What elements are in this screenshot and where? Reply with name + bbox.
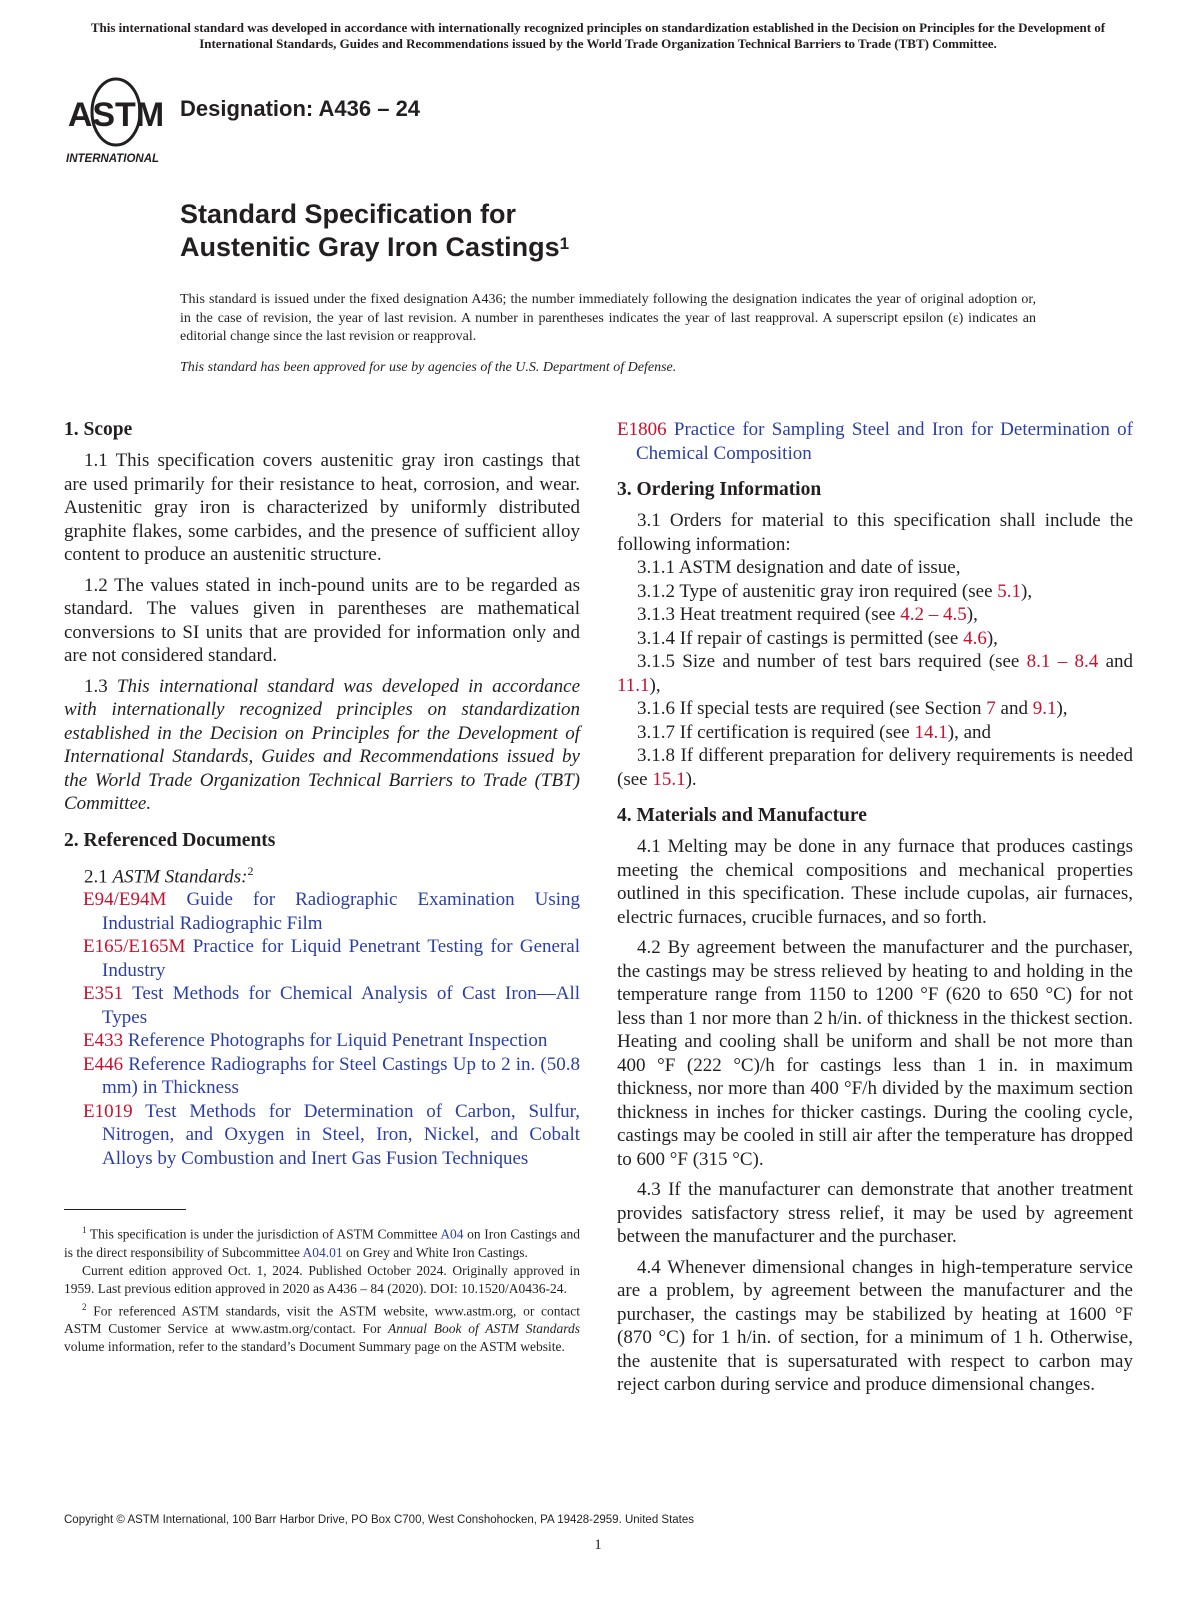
- text: 3.1.6 If special tests are required (see Section: [637, 698, 987, 719]
- lead-num: 2.1: [84, 865, 108, 887]
- text: ), and: [947, 721, 992, 743]
- ref-item-e165[interactable]: [64, 935, 580, 982]
- ref-item-e446[interactable]: [64, 1053, 580, 1100]
- ordering-3-1-6: [617, 697, 1133, 721]
- xref-link[interactable]: 8.1 – 8.4: [1026, 651, 1099, 672]
- text: and: [1098, 651, 1134, 672]
- ref-continued: [617, 418, 1133, 465]
- ordering-3-1-8: [617, 744, 1133, 791]
- ref-item-e1019[interactable]: [64, 1100, 580, 1171]
- title-line-1: Standard Specification for: [180, 199, 517, 229]
- xref-link[interactable]: 15.1: [652, 768, 686, 790]
- ordering-3-1: 3.1 Orders for material to this specification shall include the following information:: [617, 510, 1133, 555]
- astm-logo: [64, 70, 168, 166]
- title-footnote-mark[interactable]: 1: [559, 234, 570, 253]
- ref-id[interactable]: E446: [83, 1053, 124, 1075]
- ref-title[interactable]: Reference Radiographs for Steel Castings Up to 2 in. (50.8 mm) in Thickness: [102, 1053, 581, 1099]
- scope-1-1: 1.1 This specification covers austenitic gray iron castings that are used primarily for their resistance to heat, corrosion, and wear. Austenitic gray iron is characterized by uniformly distributed graphite flakes, some carbides, and the presence of sufficient alloy content to produce an austenitic structure.: [64, 450, 580, 565]
- section-materials: [617, 804, 1133, 1397]
- xref-link[interactable]: 9.1: [1032, 698, 1057, 719]
- text: ),: [1021, 580, 1033, 602]
- ref-item-e433[interactable]: [64, 1029, 580, 1053]
- text: ),: [1056, 698, 1068, 719]
- text: 3.1.2 Type of austenitic gray iron required (see: [637, 580, 998, 602]
- fn2-b: volume information, refer to the standard’s Document Summary page on the ASTM website.: [64, 1339, 565, 1354]
- materials-heading: 4. Materials and Manufacture: [617, 805, 867, 826]
- footnote-1-edition: Current edition approved Oct. 1, 2024. Published October 2024. Originally approved in 1959. Last previous edition approved in 2020 as A436 – 84 (2020). DOI: 10.1520/A0436-24.: [64, 1262, 580, 1296]
- astm-standards-lead: [64, 860, 580, 889]
- section-ordering: [617, 478, 1133, 791]
- copyright: Copyright © ASTM International, 100 Barr Harbor Drive, PO Box C700, West Conshohocken, PA 19428-2959. United States: [64, 1514, 695, 1526]
- ref-id[interactable]: E165/E165M: [83, 936, 186, 958]
- xref-link[interactable]: 14.1: [914, 721, 948, 743]
- ref-title[interactable]: Test Methods for Chemical Analysis of Cast Iron—All Types: [102, 983, 580, 1028]
- footnote-2: [64, 1298, 580, 1357]
- ordering-3-1-3: [617, 603, 1133, 627]
- ref-title[interactable]: Practice for Liquid Penetrant Testing for General Industry: [102, 936, 581, 981]
- ordering-3-1-7: [617, 721, 1133, 745]
- text: 3.1.8 If different preparation for delivery requirements is needed (see: [617, 745, 1133, 790]
- ref-id[interactable]: E433: [83, 1030, 124, 1052]
- ordering-3-1-4: [617, 627, 1133, 651]
- ref-id[interactable]: E1019: [83, 1100, 133, 1122]
- footnote-rule: [64, 1209, 186, 1210]
- text: 3.1.4 If repair of castings is permitted (see: [637, 627, 964, 649]
- materials-4-4: 4.4 Whenever dimensional changes in high-temperature service are a problem, by agreement between the manufacturer and the purchaser, the castings may be stabilized by heating at 1600 °F (870 °C) for 1 h/in. of section, for a minimum of 1 h. Otherwise, the austenite that is supersaturated with respect to carbon may reject carbon during service and produce dimensional changes.: [617, 1256, 1133, 1395]
- ref-title[interactable]: Practice for Sampling Steel and Iron for Determination of Chemical Composition: [636, 419, 1134, 464]
- scope-1-3-num: 1.3: [84, 675, 108, 697]
- section-referenced-documents: [64, 829, 580, 1171]
- footnote-1: [64, 1221, 580, 1262]
- xref-link[interactable]: 4.2 – 4.5: [900, 604, 967, 625]
- page-number: 1: [594, 1537, 602, 1553]
- document-title: [180, 198, 569, 264]
- fn1-link-a0401[interactable]: A04.01: [302, 1244, 343, 1260]
- materials-4-1: 4.1 Melting may be done in any furnace that produces castings meeting the chemical compositions and mechanical properties outlined in this specification. These include cupolas, air furnaces, electric furnaces, crucible furnaces, and so forth.: [617, 836, 1133, 928]
- wto-banner: This international standard was developed in accordance with internationally recognized principles on standardization established in the Decision on Principles for the Development of International Standards, Guides and Recommendations issued by the World Trade Organization Technical Barriers to Trade (TBT) Committee.: [90, 20, 1106, 51]
- xref-link[interactable]: 7: [986, 698, 996, 719]
- fn2-mark: 2: [82, 1301, 87, 1312]
- materials-4-3: 4.3 If the manufacturer can demonstrate that another treatment provides satisfactory stress relief, it may be used by agreement between the manufacturer and the purchaser.: [617, 1179, 1133, 1247]
- scope-1-2: 1.2 The values stated in inch-pound units are to be regarded as standard. The values given in parentheses are mathematical conversions to SI units that are provided for information only and are not considered standard.: [64, 574, 580, 666]
- lead-sup[interactable]: 2: [247, 863, 254, 878]
- text: ),: [966, 604, 978, 625]
- text: 3.1.3 Heat treatment required (see: [637, 604, 901, 625]
- logo-subtext: INTERNATIONAL: [66, 153, 160, 165]
- scope-1-3: [64, 675, 580, 816]
- dod-note: This standard has been approved for use by agencies of the U.S. Department of Defense.: [180, 360, 677, 375]
- ref-item-e351[interactable]: [64, 982, 580, 1029]
- ref-id[interactable]: E94/E94M: [83, 889, 167, 911]
- xref-link[interactable]: 11.1: [617, 674, 650, 696]
- ordering-3-1-1: 3.1.1 ASTM designation and date of issue,: [637, 557, 961, 578]
- scope-1-3-text: This international standard was developed in accordance with internationally recognized principles on standardization established in the Decision on Principles for the Development of International Standards, Guides and Recommendations issued by the World Trade Organization Technical Barriers to Trade (TBT) Committee.: [64, 675, 581, 814]
- scope-heading: 1. Scope: [64, 419, 133, 440]
- fn2-italic: Annual Book of ASTM Standards: [387, 1321, 580, 1336]
- ordering-3-1-5: [617, 650, 1133, 697]
- right-column: [617, 418, 1133, 1410]
- text: ).: [685, 768, 697, 790]
- fn2-a: For referenced ASTM standards, visit the ASTM website, www.astm.org, or contact ASTM Customer Service at www.astm.org/contact. For: [64, 1303, 581, 1336]
- fn1-c: on Grey and White Iron Castings.: [342, 1244, 528, 1260]
- designation: Designation: A436 – 24: [180, 96, 421, 121]
- fn1-link-a04[interactable]: A04: [440, 1226, 464, 1242]
- text: 3.1.5 Size and number of test bars required (see: [637, 651, 1027, 672]
- ref-id[interactable]: E1806: [617, 419, 667, 440]
- materials-4-2: 4.2 By agreement between the manufacturer and the purchaser, the castings may be stress relieved by heating to and holding in the temperature range from 1150 to 1200 °F (620 to 650 °C) for not less than 1 nor more than 2 h/in. of thickness in the thickest section. Heating and cooling shall be uniform and shall be not more than 400 °F (222 °C)/h for castings less than 1 in. in maximum thickness, nor more than 400 °F/h divided by the maximum section thickness in inches for thicker castings. During the cooling cycle, castings may be cooled in still air after the temperature has dropped to 600 °F (315 °C).: [617, 937, 1133, 1170]
- fn1-a: This specification is under the jurisdiction of ASTM Committee: [89, 1226, 441, 1242]
- text: and: [995, 698, 1033, 719]
- ref-title[interactable]: Guide for Radiographic Examination Using Industrial Radiographic Film: [102, 889, 581, 934]
- title-line-2-text: Austenitic Gray Iron Castings: [180, 232, 560, 262]
- xref-link[interactable]: 4.6: [963, 627, 987, 649]
- text: ),: [649, 674, 661, 696]
- lead-text: ASTM Standards:: [112, 865, 248, 887]
- referenced-heading: 2. Referenced Documents: [64, 829, 276, 851]
- issue-note: This standard is issued under the fixed designation A436; the number immediately following the designation indicates the year of original adoption or, in the case of revision, the year of last revision. A number in parentheses indicates the year of last reapproval. A superscript epsilon (ε) indicates an editorial change since the last revision or reapproval.: [180, 292, 1036, 344]
- left-column: [64, 418, 580, 1183]
- title-line-2: [180, 231, 569, 264]
- text: 3.1.7 If certification is required (see: [637, 721, 915, 743]
- xref-link[interactable]: 5.1: [997, 580, 1022, 602]
- ref-item-e1806[interactable]: [617, 418, 1133, 465]
- fn1-b: on Iron Castings and is the direct responsibility of Subcommittee: [64, 1226, 580, 1260]
- logo-text: ASTM: [67, 96, 165, 134]
- section-scope: [64, 418, 580, 816]
- footnotes: [64, 1221, 580, 1356]
- ordering-3-1-2: [617, 580, 1133, 604]
- ref-id[interactable]: E351: [83, 983, 124, 1005]
- ref-title[interactable]: Test Methods for Determination of Carbon, Sulfur, Nitrogen, and Oxygen in Steel, Iron, Nickel, and Cobalt Alloys by Combustion and Inert Gas Fusion Techniques: [102, 1100, 580, 1169]
- text: ),: [986, 627, 998, 649]
- ref-item-e94[interactable]: [64, 888, 580, 935]
- ordering-heading: 3. Ordering Information: [617, 479, 822, 500]
- ref-title[interactable]: Reference Photographs for Liquid Penetrant Inspection: [127, 1030, 548, 1052]
- fn1-mark: 1: [82, 1225, 87, 1235]
